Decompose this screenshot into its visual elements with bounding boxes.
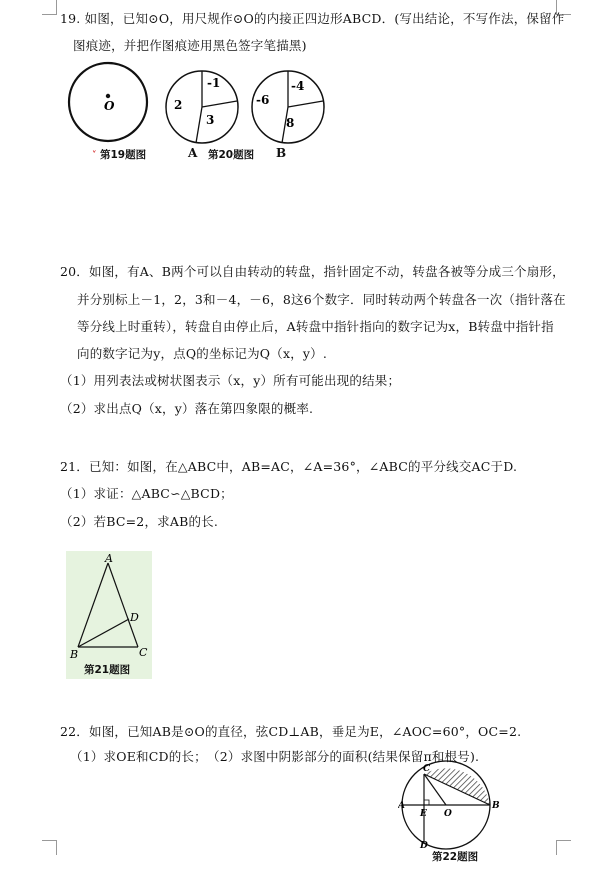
q21-label-a: A	[105, 552, 113, 565]
q21-caption: 第21题图	[84, 664, 131, 676]
q19-line-1: 19. 如图，已知⊙O，用尺规作⊙O的内接正四边形ABCD．(写出结论，不写作法，保留作	[60, 11, 565, 26]
q21-label-c: C	[139, 646, 148, 659]
q22-label-o: O	[444, 809, 452, 819]
spinner-b-label-2: -4	[291, 79, 305, 93]
spinner-a-name: A	[188, 146, 198, 160]
q20-line-4: 向的数字记为y，点Q的坐标记为Q（x，y）.	[77, 346, 328, 361]
q20-part-1: （1）用列表法或树状图表示（x，y）所有可能出现的结果；	[60, 373, 401, 388]
spinner-b	[248, 67, 328, 147]
q22-figure	[398, 758, 508, 850]
q21-part-1: （1）求证：△ABC∽△BCD；	[60, 486, 233, 501]
q20-caption: 第20题图	[208, 149, 255, 161]
q22-label-c: C	[423, 764, 431, 774]
q22-label-b: B	[492, 801, 500, 811]
crop-mark-bottom-left	[42, 840, 57, 855]
q19-caption: 第19题图	[100, 149, 147, 161]
q20-line-1: 20．如图，有A、B两个可以自由转动的转盘，指针固定不动，转盘各被等分成三个扇形，	[60, 264, 565, 279]
q22-label-e: E	[420, 809, 427, 819]
q19-figure	[64, 58, 154, 148]
crop-mark-bottom-right	[556, 840, 571, 855]
q21-label-d: D	[130, 611, 139, 624]
spinner-a	[162, 67, 242, 147]
spinner-a-label-1: -1	[207, 76, 221, 90]
q22-caption: 第22题图	[432, 851, 479, 863]
q21-part-2: （2）若BC=2，求AB的长.	[60, 514, 219, 529]
q22-label-a: A	[398, 801, 405, 811]
q22-line-1: 22．如图，已知AB是⊙O的直径，弦CD⊥AB，垂足为E，∠AOC=60°，OC=2.	[60, 724, 522, 739]
red-mark-icon: ˅	[92, 151, 97, 161]
q20-line-3: 等分线上时重转），转盘自由停止后，A转盘中指针指向的数字记为x，B转盘中指针指	[77, 319, 554, 334]
spinner-a-label-3: 3	[206, 113, 215, 127]
q19-line-2: 图痕迹，并把作图痕迹用黑色签字笔描黑)	[73, 38, 307, 53]
q21-line-1: 21．已知：如图，在△ABC中，AB=AC，∠A=36°，∠ABC的平分线交AC于D.	[60, 459, 518, 474]
q22-parts: （1）求OE和CD的长； （2）求图中阴影部分的面积(结果保留π和根号).	[70, 749, 480, 764]
spinner-b-name: B	[276, 146, 287, 160]
spinner-b-label-1: -6	[256, 93, 270, 107]
q22-label-d: D	[420, 841, 428, 850]
q20-part-2: （2）求出点Q（x，y）落在第四象限的概率.	[60, 401, 314, 416]
q20-line-2: 并分别标上－1，2，3和－4，－6，8这6个数字．同时转动两个转盘各一次（指针落在	[77, 292, 566, 307]
q21-figure	[66, 551, 152, 661]
spinner-b-label-3: 8	[286, 116, 295, 130]
spinner-a-label-2: 2	[174, 98, 183, 112]
q19-center-label: O	[104, 99, 115, 113]
crop-mark-top-left	[42, 0, 57, 15]
q21-label-b: B	[70, 648, 79, 661]
